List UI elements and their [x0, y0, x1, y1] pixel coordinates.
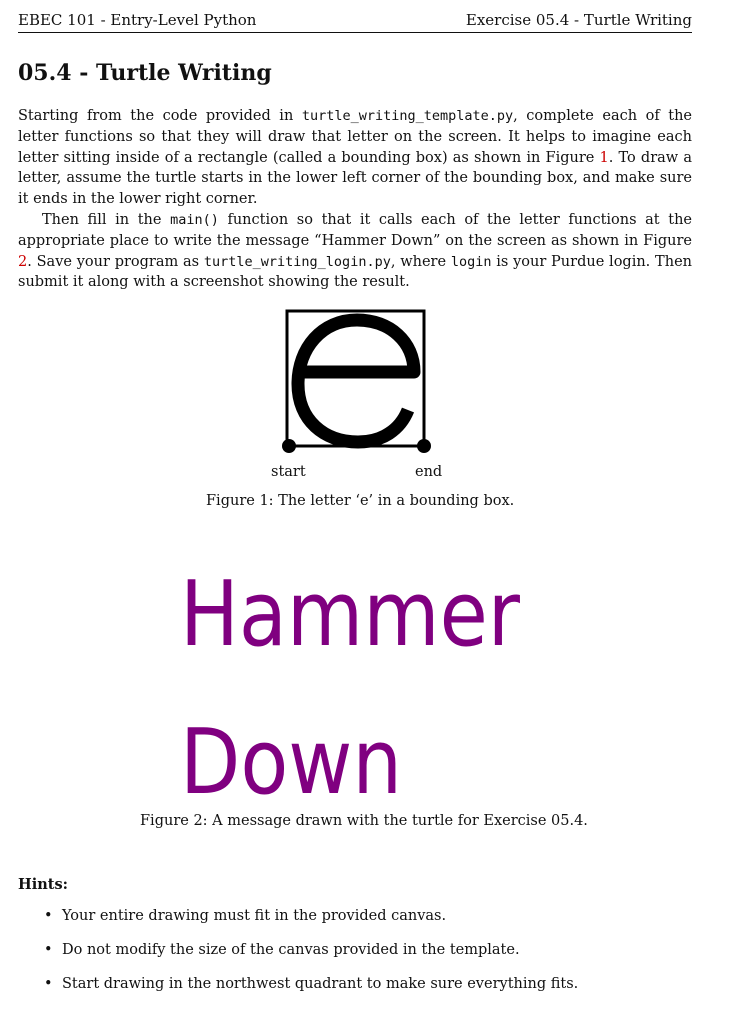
header-course: EBEC 101 - Entry-Level Python	[18, 11, 257, 29]
text-run: function so that it calls each of the letter functions at the appropriate place to write the message “Hammer Down” on the screen as shown in Figure	[18, 212, 692, 249]
start-label: start	[271, 464, 306, 480]
figure-2-reference-link[interactable]: 2	[18, 253, 28, 270]
text-run: Then fill in the	[42, 212, 171, 228]
hint-text: Your entire drawing must fit in the provided canvas.	[62, 908, 447, 924]
hint-text: Start drawing in the northwest quadrant to make sure everything fits.	[62, 976, 579, 992]
hint-text: Do not modify the size of the canvas provided in the template.	[62, 942, 520, 958]
figure-1-reference-link[interactable]: 1	[599, 149, 609, 166]
intro-paragraph	[18, 106, 692, 210]
header-rule	[18, 32, 692, 33]
page-title: 05.4 - Turtle Writing	[18, 60, 272, 86]
text-run: . To draw a letter, assume the turtle starts in the lower left corner of the bounding box, and make sure it ends in the lower right corner.	[18, 149, 692, 208]
hints-list	[40, 908, 578, 1010]
bullet-icon: •	[44, 976, 53, 992]
start-dot	[282, 439, 296, 453]
figure-2-caption: Figure 2: A message drawn with the turtle for Exercise 05.4.	[140, 813, 588, 829]
hint-item	[40, 908, 578, 942]
code-login: login	[450, 253, 492, 270]
text-run: , complete each of the letter functions so that they will draw that letter on the screen. It helps to imagine each letter sitting inside of a rectangle (called a bounding box) as shown in Figure	[18, 108, 692, 166]
code-main-function: main()	[170, 212, 219, 228]
bullet-icon: •	[44, 908, 53, 924]
hints-heading: Hints:	[18, 876, 68, 893]
letter-e-stroke	[298, 320, 414, 442]
hint-item	[40, 976, 578, 1010]
bullet-icon: •	[44, 942, 53, 958]
figure-1-letter-e-diagram	[278, 304, 438, 460]
code-filename-login: turtle_writing_login.py	[203, 253, 391, 270]
code-filename-template: turtle_writing_template.py	[301, 108, 514, 124]
figure-1-caption: Figure 1: The letter ‘e’ in a bounding box.	[206, 493, 515, 509]
end-label: end	[415, 464, 443, 480]
text-run: Starting from the code provided in	[18, 108, 302, 124]
drawn-word-down: Down	[180, 710, 402, 805]
figure-2-hammer-down-drawing	[160, 535, 540, 805]
instructions-paragraph	[18, 210, 692, 293]
header-exercise: Exercise 05.4 - Turtle Writing	[465, 11, 692, 29]
end-dot	[417, 439, 431, 453]
text-run: , where	[390, 253, 451, 270]
text-run: is your Purdue login. Then submit it along with a screenshot showing the result.	[18, 253, 692, 291]
hint-item	[40, 942, 578, 976]
drawn-word-hammer: Hammer	[180, 562, 520, 667]
text-run: . Save your program as	[27, 253, 204, 270]
